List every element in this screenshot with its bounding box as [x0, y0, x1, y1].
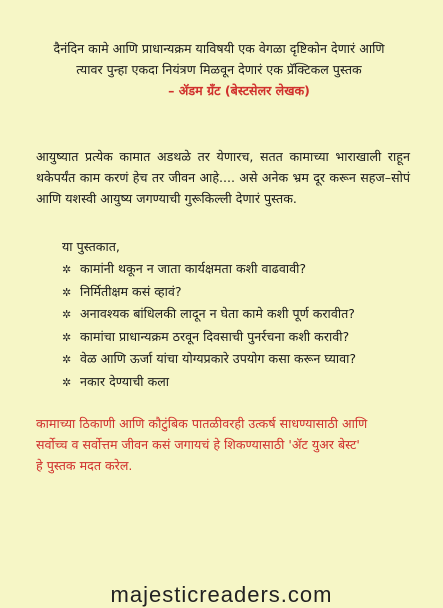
- list-item: [62, 303, 422, 326]
- list-item: [62, 348, 422, 371]
- list-heading: या पुस्तकात,: [62, 239, 120, 254]
- asterisk-bullet-icon: ✲: [62, 330, 72, 344]
- endorsement-line-1: दैनंदिन कामे आणि प्राधान्यक्रम याविषयी एक वेगळा दृष्टिकोन देणारं आणि: [53, 41, 385, 56]
- list-item-text: वेळ आणि ऊर्जा यांचा योग्यप्रकारे उपयोग कसा करून घ्यावा?: [80, 351, 357, 366]
- list-item: [62, 281, 422, 304]
- list-item-text: अनावश्यक बांधिलकी लादून न घेता कामे कशी पूर्ण करावीत?: [80, 306, 355, 321]
- list-item-text: कामांचा प्राधान्यक्रम ठरवून दिवसाची पुनर्रचना कशी करावी?: [80, 328, 350, 344]
- endorsement-quote: [34, 38, 404, 101]
- asterisk-bullet-icon: ✲: [62, 308, 72, 321]
- closing-line-3: हे पुस्तक मदत करेल.: [36, 458, 133, 473]
- asterisk-bullet-icon: ✲: [62, 375, 72, 389]
- closing-line-1: कामाच्या ठिकाणी आणि कौटुंबिक पातळीवरही उत्कर्ष साधण्यासाठी आणि: [36, 416, 368, 431]
- intro-paragraph: आयुष्यात प्रत्येक कामात अडथळे तर येणारच, सतत कामाच्या भाराखाली राहून थकेपर्यंत काम करणं हेच तर जीवन आहे.... असे अनेक भ्रम दूर करून सहज–सोपं आणि यशस्वी आयुष्य जगण्याची गुरूकिल्ली देणारं पुस्तक.: [36, 149, 410, 206]
- endorsement-line-2: त्यावर पुन्हा एकदा नियंत्रण मिळवून देणारं एक प्रॅक्टिकल पुस्तक: [76, 62, 362, 77]
- asterisk-bullet-icon: ✲: [62, 353, 72, 366]
- list-item-text: कामांनी थकून न जाता कार्यक्षमता कशी वाढवावी?: [80, 261, 307, 276]
- list-item: [62, 258, 422, 281]
- list-item: [62, 371, 422, 394]
- closing-line-2: सर्वोच्च व सर्वोत्तम जीवन कसं जगायचं हे शिकण्यासाठी 'ॲट युअर बेस्ट': [36, 437, 360, 452]
- feature-list: [62, 258, 422, 393]
- list-item: [62, 326, 422, 349]
- endorsement-attribution: – ॲडम ग्रँट (बेस्टसेलर लेखक): [168, 83, 310, 98]
- list-item-text: नकार देण्याची कला: [80, 373, 170, 389]
- website-watermark: majesticreaders.com: [110, 582, 333, 607]
- asterisk-bullet-icon: ✲: [62, 285, 72, 299]
- closing-statement: [36, 413, 410, 476]
- list-item-text: निर्मितीक्षम कसं व्हावं?: [80, 283, 182, 299]
- asterisk-bullet-icon: ✲: [62, 263, 72, 276]
